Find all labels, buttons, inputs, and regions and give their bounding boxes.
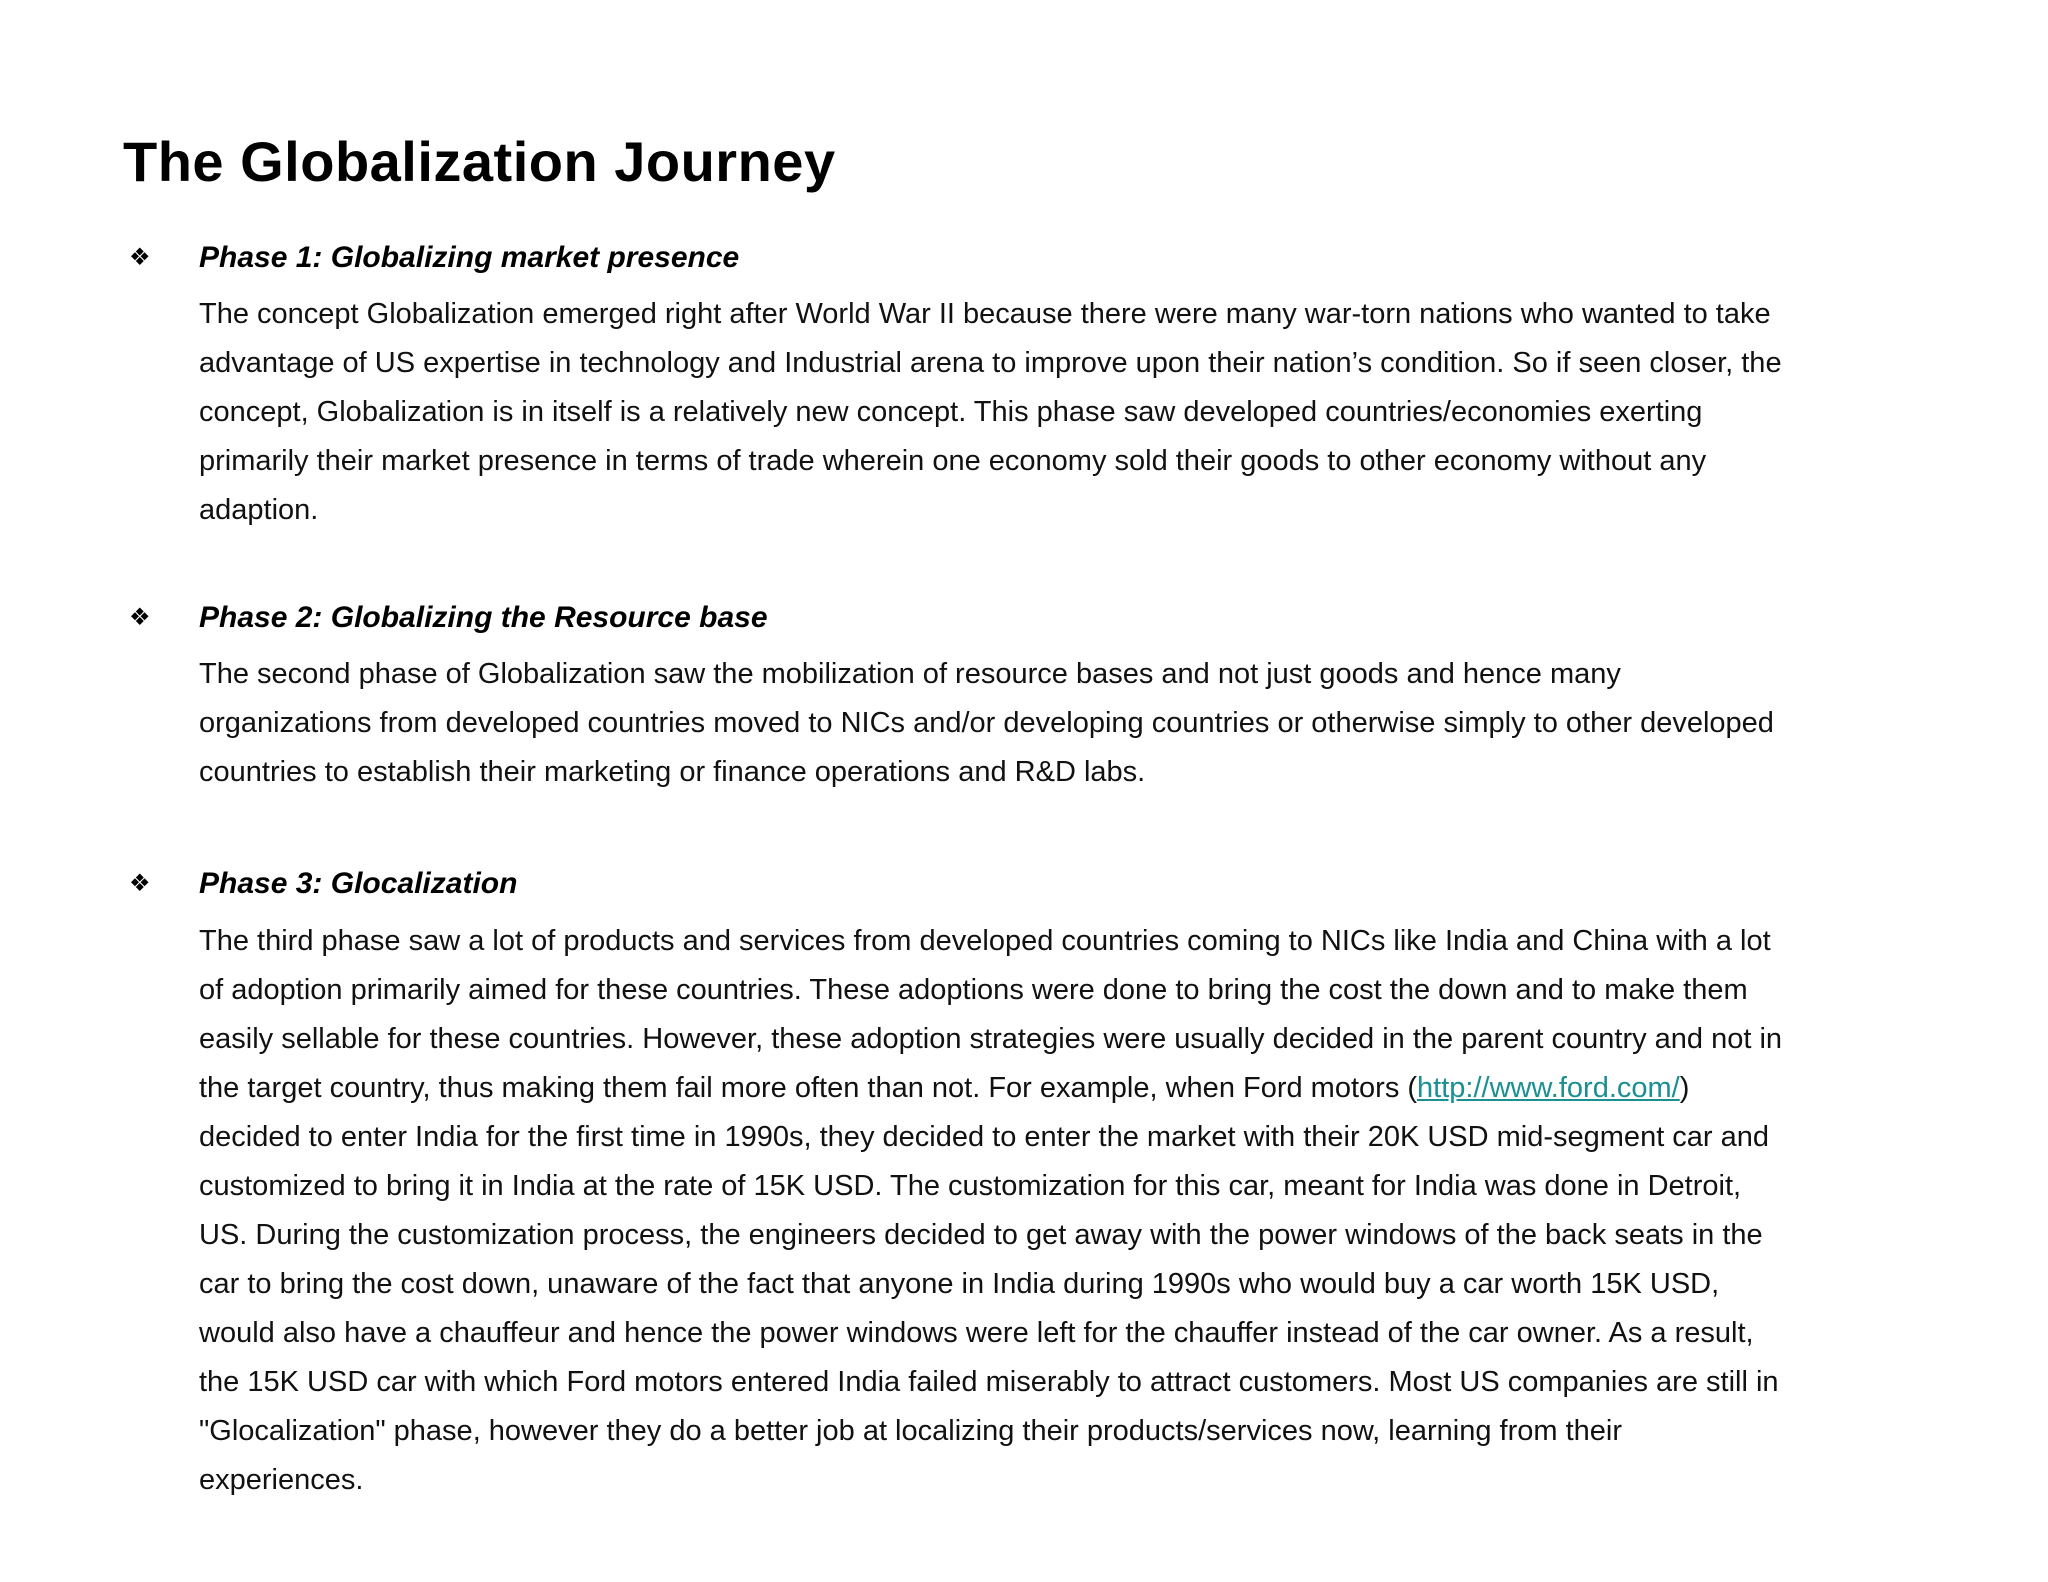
paragraph-line-with-link [199,1064,1919,1113]
section-paragraph [199,290,1919,535]
section-paragraph [199,650,1919,797]
paragraph-line: decided to enter India for the first time in 1990s, they decided to enter the market with their 20K USD mid-segment car and [199,1121,1770,1153]
section-paragraph [199,917,1919,1505]
paragraph-line: The concept Globalization emerged right after World War II because there were many war-torn nations who wanted to take [199,298,1771,330]
paragraph-line: car to bring the cost down, unaware of the fact that anyone in India during 1990s who would buy a car worth 15K USD, [199,1268,1720,1300]
paragraph-line: the 15K USD car with which Ford motors entered India failed miserably to attract customers. Most US companies are still in [199,1366,1779,1398]
link-line-prefix: the target country, thus making them fail more often than not. For example, when Ford motors ( [199,1072,1418,1104]
section-heading: Phase 3: Glocalization [199,867,518,900]
bullet-diamond-icon: ❖ [129,870,151,897]
paragraph-line: primarily their market presence in terms of trade wherein one economy sold their goods to other economy without any [199,445,1707,477]
paragraph-line: The third phase saw a lot of products and services from developed countries coming to NICs like India and China with a lot [199,925,1771,957]
paragraph-line: concept, Globalization is in itself is a relatively new concept. This phase saw developed countries/economies exerting [199,396,1703,428]
link-line-suffix: ) [1679,1072,1690,1104]
paragraph-line: adaption. [199,494,319,526]
bullet-diamond-icon: ❖ [129,244,151,271]
paragraph-line: organizations from developed countries moved to NICs and/or developing countries or otherwise simply to other developed [199,707,1774,739]
paragraph-line: would also have a chauffeur and hence the power windows were left for the chauffer instead of the car owner. As a result, [199,1317,1754,1349]
ford-website-link[interactable]: http://www.ford.com/ [1417,1072,1680,1104]
paragraph-line: advantage of US expertise in technology and Industrial arena to improve upon their nation’s condition. So if seen closer, the [199,347,1782,379]
paragraph-line: countries to establish their marketing or finance operations and R&D labs. [199,756,1146,788]
bullet-diamond-icon: ❖ [129,604,151,631]
paragraph-line: US. During the customization process, the engineers decided to get away with the power windows of the back seats in the [199,1219,1763,1251]
section-heading: Phase 1: Globalizing market presence [199,241,740,274]
paragraph-line: "Glocalization" phase, however they do a better job at localizing their products/services now, learning from their [199,1415,1622,1447]
paragraph-line: experiences. [199,1464,364,1496]
page-title: The Globalization Journey [123,130,836,193]
paragraph-line: of adoption primarily aimed for these countries. These adoptions were done to bring the cost the down and to make them [199,974,1748,1006]
section-heading: Phase 2: Globalizing the Resource base [199,601,768,634]
paragraph-line: customized to bring it in India at the rate of 15K USD. The customization for this car, meant for India was done in Detroit, [199,1170,1742,1202]
paragraph-line: easily sellable for these countries. However, these adoption strategies were usually decided in the parent country and not in [199,1023,1783,1055]
paragraph-line: The second phase of Globalization saw the mobilization of resource bases and not just goods and hence many [199,658,1621,690]
